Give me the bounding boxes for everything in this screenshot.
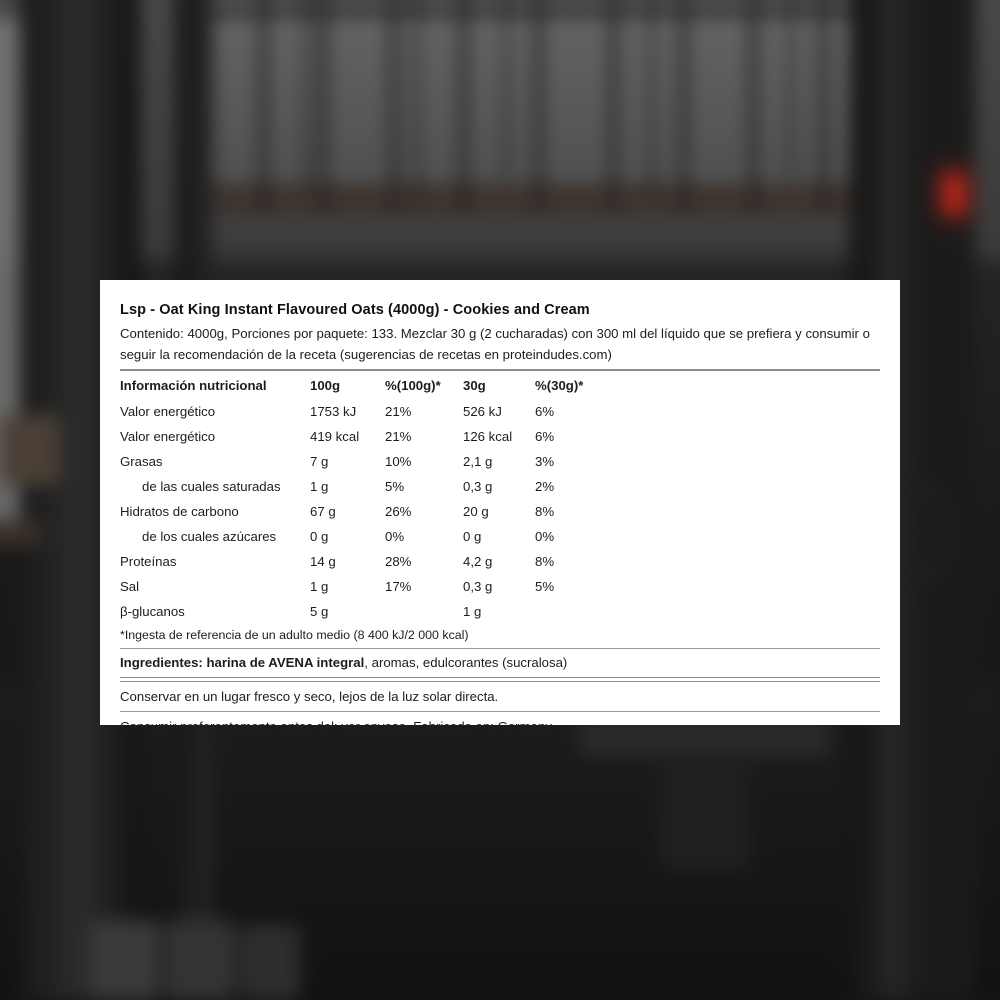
row-label: de las cuales saturadas xyxy=(142,479,281,495)
row-percent-30g: 8% xyxy=(535,554,555,570)
row-percent-100g: 26% xyxy=(385,504,412,520)
product-title: Lsp - Oat King Instant Flavoured Oats (4000g) - Cookies and Cream xyxy=(120,302,590,318)
row-value-100g: 7 g xyxy=(310,454,329,470)
ingredients-primary: harina de AVENA integral xyxy=(206,655,365,671)
header-percent-30g: %(30g)* xyxy=(535,378,584,394)
ingredients-label: Ingredientes: xyxy=(120,655,203,671)
row-value-30g: 0,3 g xyxy=(463,479,493,495)
table-row xyxy=(120,499,880,524)
row-percent-30g xyxy=(535,599,880,624)
best-before-label: Consumir preferentemente antes del: xyxy=(120,719,338,735)
row-label: Sal xyxy=(120,579,140,595)
header-30g: 30g xyxy=(463,378,486,394)
nutrition-table-body xyxy=(120,399,880,624)
row-value-30g: 1 g xyxy=(463,604,482,620)
row-percent-100g: 10% xyxy=(385,454,412,470)
row-percent-100g: 0% xyxy=(385,529,405,545)
row-value-100g: 1 g xyxy=(310,579,329,595)
row-value-30g: 4,2 g xyxy=(463,554,493,570)
row-label: β-glucanos xyxy=(120,604,185,620)
row-value-30g: 526 kJ xyxy=(463,404,502,420)
reference-intake-footnote: *Ingesta de referencia de un adulto medio (8 400 kJ/2 000 kcal) xyxy=(120,628,469,643)
made-in-label: Fabricado en: xyxy=(413,719,494,735)
row-percent-30g: 6% xyxy=(535,429,555,445)
row-value-30g: 126 kcal xyxy=(463,429,513,445)
nutrition-table-head xyxy=(120,371,880,399)
table-row xyxy=(120,399,880,424)
row-value-30g: 0,3 g xyxy=(463,579,493,595)
row-value-30g: 2,1 g xyxy=(463,454,493,470)
row-percent-30g: 5% xyxy=(535,579,555,595)
row-percent-100g: 21% xyxy=(385,404,412,420)
row-value-30g: 0 g xyxy=(463,529,482,545)
row-percent-30g: 6% xyxy=(535,404,555,420)
row-percent-30g: 0% xyxy=(535,529,555,545)
table-row xyxy=(120,424,880,449)
best-before-line xyxy=(120,712,880,741)
ingredients-rest: , aromas, edulcorantes (sucralosa) xyxy=(364,655,568,671)
row-label: Grasas xyxy=(120,454,163,470)
row-label: Proteínas xyxy=(120,554,177,570)
nutrition-table xyxy=(120,371,880,624)
row-label: Valor energético xyxy=(120,404,216,420)
table-row xyxy=(120,599,880,624)
row-value-100g: 5 g xyxy=(310,604,329,620)
row-percent-100g: 21% xyxy=(385,429,412,445)
storage-instructions: Conservar en un lugar fresco y seco, lejos de la luz solar directa. xyxy=(120,689,499,705)
table-row xyxy=(120,524,880,549)
nutrition-header-row xyxy=(120,371,880,399)
header-percent-100g: %(100g)* xyxy=(385,378,441,394)
product-description: Contenido: 4000g, Porciones por paquete: 133. Mezclar 30 g (2 cucharadas) con 300 ml del líquido que se prefiera y consumir o seguir la recomendación de la receta (sugerencias de recetas en proteindudes.com) xyxy=(120,326,870,362)
row-value-100g: 0 g xyxy=(310,529,329,545)
row-percent-100g: 5% xyxy=(385,479,405,495)
made-in-value: Germany. xyxy=(497,719,555,735)
row-label: Valor energético xyxy=(120,429,216,445)
table-row xyxy=(120,449,880,474)
table-row xyxy=(120,474,880,499)
nutrition-label-card xyxy=(100,280,900,735)
ingredients-line xyxy=(120,649,880,677)
header-100g: 100g xyxy=(310,378,341,394)
row-percent-30g: 3% xyxy=(535,454,555,470)
row-percent-30g: 2% xyxy=(535,479,555,495)
row-value-100g: 1 g xyxy=(310,479,329,495)
row-value-100g: 1753 kJ xyxy=(310,404,357,420)
row-value-100g: 14 g xyxy=(310,554,336,570)
best-before-value: ver envase. xyxy=(341,719,410,735)
row-percent-100g xyxy=(385,599,463,624)
row-label: Hidratos de carbono xyxy=(120,504,239,520)
row-value-100g: 419 kcal xyxy=(310,429,360,445)
row-percent-100g: 17% xyxy=(385,579,412,595)
table-row xyxy=(120,549,880,574)
row-label: de los cuales azúcares xyxy=(142,529,277,545)
row-percent-30g: 8% xyxy=(535,504,555,520)
table-row xyxy=(120,574,880,599)
row-value-30g: 20 g xyxy=(463,504,489,520)
row-percent-100g: 28% xyxy=(385,554,412,570)
row-value-100g: 67 g xyxy=(310,504,336,520)
header-nutrition-info: Información nutricional xyxy=(120,378,267,394)
